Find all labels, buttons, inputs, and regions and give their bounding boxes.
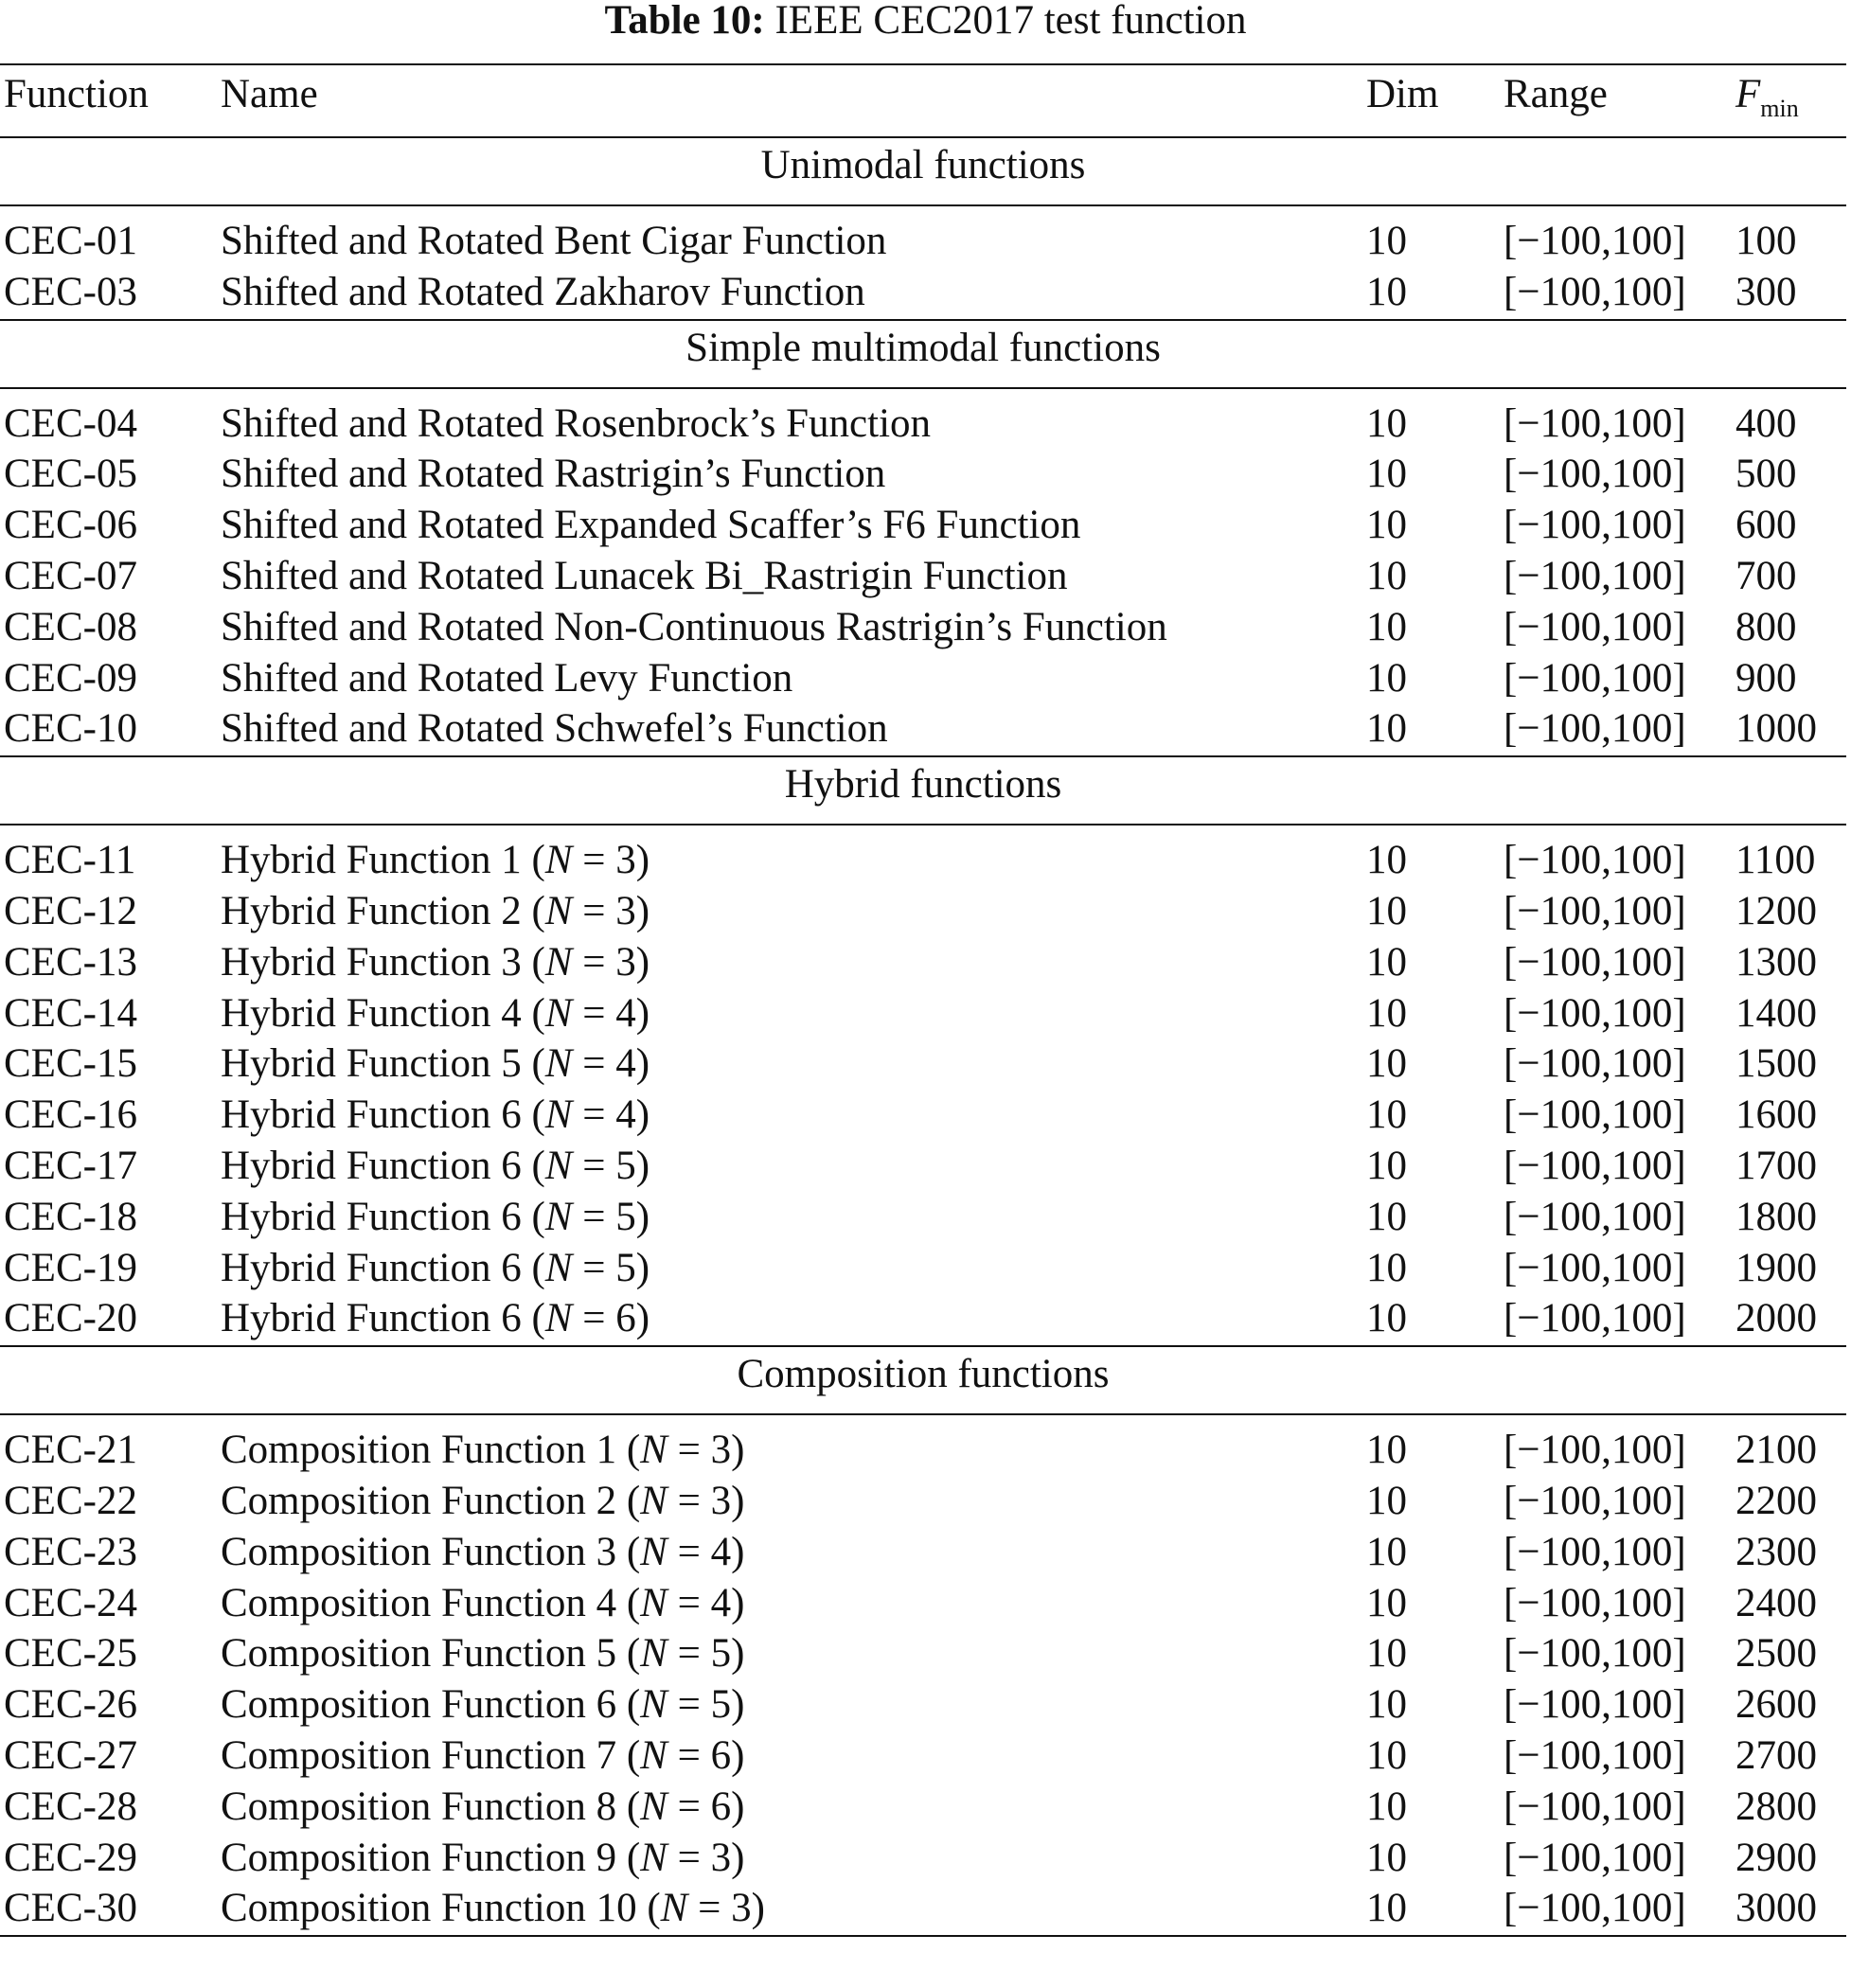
table-cell-name-prefix: Hybrid Function 6 ( — [221, 1144, 545, 1188]
table-cell-function: CEC-09 — [4, 655, 137, 701]
table-cell-range: [−100,100] — [1504, 1886, 1686, 1931]
table-cell-name-suffix: = 3) — [572, 939, 650, 985]
table-cell-name-suffix: = 4) — [572, 1092, 650, 1138]
table-cell-name — [221, 1883, 765, 1934]
table-cell-range: [−100,100] — [1504, 1784, 1686, 1829]
table-cell-fmin: 800 — [1735, 604, 1797, 649]
table-cell-name — [221, 1679, 744, 1731]
table-cell-range: [−100,100] — [1504, 990, 1686, 1036]
table-cell-range: [−100,100] — [1504, 1041, 1686, 1087]
table-cell-fmin: 1000 — [1735, 706, 1817, 752]
table-cell-dim: 10 — [1366, 889, 1407, 933]
table-cell-name-variable: N — [640, 1835, 667, 1880]
table-cell-dim: 10 — [1366, 219, 1407, 263]
table-cell-name-suffix: = 6) — [667, 1733, 745, 1778]
table-cell-name: Shifted and Rotated Lunacek Bi_Rastrigin Function — [221, 554, 1068, 598]
table-cell-name — [221, 835, 650, 886]
table-cell-name-suffix: = 4) — [667, 1529, 745, 1574]
table-cell-name — [221, 1527, 744, 1578]
table-cell-name: Shifted and Rotated Levy Function — [221, 655, 793, 701]
table-cell-dim: 10 — [1366, 269, 1407, 314]
table-cell-fmin: 1200 — [1735, 889, 1817, 933]
header-function: Function — [4, 72, 149, 116]
section-title: Simple multimodal functions — [685, 325, 1161, 370]
table-cell-fmin: 2800 — [1735, 1784, 1817, 1829]
table-cell-name-variable: N — [544, 990, 573, 1036]
table-cell-name-suffix: = 4) — [667, 1580, 745, 1625]
section-title-rule — [0, 1413, 1846, 1415]
header-fmin-main: F — [1735, 72, 1761, 116]
table-cell-name-suffix: = 5) — [572, 1194, 650, 1239]
table-cell-name-variable: N — [660, 1886, 688, 1931]
table-cell-name-prefix: Hybrid Function 6 ( — [221, 1296, 545, 1341]
table-cell-function: CEC-20 — [4, 1296, 137, 1341]
table-cell-name-prefix: Composition Function 8 ( — [221, 1784, 641, 1829]
table-cell-name: Shifted and Rotated Non-Continuous Rastrigin’s Function — [221, 604, 1167, 649]
table-cell-name — [221, 1782, 744, 1833]
table-cell-name-variable: N — [640, 1733, 667, 1778]
table-cell-range: [−100,100] — [1504, 1682, 1686, 1728]
table-cell-dim: 10 — [1366, 503, 1407, 548]
table-cell-dim: 10 — [1366, 1631, 1407, 1677]
table-cell-name-variable: N — [544, 889, 573, 933]
table-cell-range: [−100,100] — [1504, 554, 1686, 598]
table-cell-name-prefix: Hybrid Function 6 ( — [221, 1194, 545, 1239]
header-range: Range — [1504, 72, 1608, 116]
table-cell-function: CEC-15 — [4, 1041, 137, 1087]
section-title: Unimodal functions — [760, 143, 1086, 187]
table-cell-name-suffix: = 3) — [667, 1835, 745, 1880]
table-cell-range: [−100,100] — [1504, 269, 1686, 314]
table-cell-dim: 10 — [1366, 400, 1407, 446]
table-cell-name-suffix: = 5) — [572, 1245, 650, 1290]
table-cell-name-suffix: = 5) — [667, 1682, 745, 1728]
table-cell-name-suffix: = 3) — [572, 889, 650, 933]
table-cell-function: CEC-12 — [4, 889, 137, 933]
header-name: Name — [221, 72, 318, 116]
table-cell-fmin: 1400 — [1735, 990, 1817, 1036]
table-cell-fmin: 100 — [1735, 219, 1797, 263]
table-cell-name-prefix: Composition Function 9 ( — [221, 1835, 641, 1880]
table-cell-fmin: 1700 — [1735, 1144, 1817, 1188]
header-fmin-sub: min — [1760, 95, 1799, 122]
table-bottom-rule — [0, 1935, 1846, 1937]
table-cell-fmin: 600 — [1735, 503, 1797, 548]
table-cell-range: [−100,100] — [1504, 1580, 1686, 1625]
table-cell-dim: 10 — [1366, 1784, 1407, 1829]
header-dim: Dim — [1366, 72, 1439, 116]
table-cell-function: CEC-28 — [4, 1784, 137, 1829]
table-cell-name — [221, 1038, 650, 1090]
table-cell-fmin: 3000 — [1735, 1886, 1817, 1931]
table-cell-function: CEC-19 — [4, 1245, 137, 1290]
table-cell-range: [−100,100] — [1504, 1144, 1686, 1188]
table-cell-name-suffix: = 3) — [667, 1479, 745, 1523]
table-cell-function: CEC-10 — [4, 706, 137, 752]
table-cell-name: Shifted and Rotated Schwefel’s Function — [221, 706, 888, 752]
table-cell-fmin: 2900 — [1735, 1835, 1817, 1880]
table-cell-dim: 10 — [1366, 838, 1407, 883]
table-cell-dim: 10 — [1366, 990, 1407, 1036]
table-cell-dim: 10 — [1366, 706, 1407, 752]
table-cell-fmin: 1600 — [1735, 1092, 1817, 1138]
table-cell-fmin: 400 — [1735, 400, 1797, 446]
table-cell-name-prefix: Composition Function 10 ( — [221, 1886, 661, 1931]
table-cell-dim: 10 — [1366, 1245, 1407, 1290]
table-cell-range: [−100,100] — [1504, 604, 1686, 649]
table-cell-name-variable: N — [640, 1784, 667, 1829]
table-cell-name-variable: N — [640, 1529, 667, 1574]
section-end-rule — [0, 1345, 1846, 1347]
table-cell-name — [221, 1090, 650, 1141]
table-cell-dim: 10 — [1366, 655, 1407, 701]
table-cell-name-variable: N — [544, 1296, 573, 1341]
table-cell-function: CEC-22 — [4, 1479, 137, 1523]
table-cell-name-prefix: Composition Function 1 ( — [221, 1428, 641, 1473]
table-cell-function: CEC-03 — [4, 269, 137, 314]
table-cell-fmin: 2200 — [1735, 1479, 1817, 1523]
section-end-rule — [0, 755, 1846, 757]
table-cell-fmin: 700 — [1735, 554, 1797, 598]
table-cell-range: [−100,100] — [1504, 1296, 1686, 1341]
table-cell-range: [−100,100] — [1504, 219, 1686, 263]
table-caption-text: IEEE CEC2017 test function — [774, 0, 1247, 43]
table-cell-function: CEC-16 — [4, 1092, 137, 1138]
table-cell-range: [−100,100] — [1504, 452, 1686, 497]
section-title-rule — [0, 204, 1846, 206]
table-cell-range: [−100,100] — [1504, 503, 1686, 548]
table-cell-name-variable: N — [640, 1682, 667, 1728]
table-cell-range: [−100,100] — [1504, 889, 1686, 933]
table-cell-name — [221, 937, 650, 988]
table-cell-fmin: 1800 — [1735, 1194, 1817, 1239]
table-cell-name-suffix: = 3) — [572, 838, 650, 883]
table-cell-name-prefix: Composition Function 7 ( — [221, 1733, 641, 1778]
table-cell-range: [−100,100] — [1504, 1245, 1686, 1290]
table-cell-name-suffix: = 6) — [667, 1784, 745, 1829]
table-cell-name-variable: N — [640, 1580, 667, 1625]
table-cell-dim: 10 — [1366, 1144, 1407, 1188]
table-cell-dim: 10 — [1366, 1835, 1407, 1880]
table-cell-function: CEC-26 — [4, 1682, 137, 1728]
table-cell-name — [221, 988, 650, 1039]
table-cell-fmin: 1300 — [1735, 939, 1817, 985]
table-cell-range: [−100,100] — [1504, 1733, 1686, 1778]
table-cell-function: CEC-07 — [4, 554, 137, 598]
table-cell-name-variable: N — [544, 1041, 573, 1087]
table-cell-name: Shifted and Rotated Bent Cigar Function — [221, 219, 887, 263]
table-cell-range: [−100,100] — [1504, 400, 1686, 446]
table-cell-name-prefix: Hybrid Function 6 ( — [221, 1092, 545, 1138]
table-cell-fmin: 500 — [1735, 452, 1797, 497]
table-cell-fmin: 300 — [1735, 269, 1797, 314]
table-cell-function: CEC-23 — [4, 1529, 137, 1574]
table-cell-name-variable: N — [640, 1479, 667, 1523]
section-title-rule — [0, 824, 1846, 825]
table-cell-function: CEC-30 — [4, 1886, 137, 1931]
table-cell-name — [221, 1141, 650, 1192]
table-cell-name — [221, 886, 650, 937]
table-cell-name-prefix: Hybrid Function 1 ( — [221, 838, 545, 883]
table-cell-name-variable: N — [544, 1245, 573, 1290]
table-cell-name-prefix: Composition Function 4 ( — [221, 1580, 641, 1625]
table-cell-name-suffix: = 5) — [667, 1631, 745, 1677]
table-cell-name: Shifted and Rotated Rosenbrock’s Function — [221, 400, 932, 446]
table-cell-name-variable: N — [544, 939, 573, 985]
table-cell-dim: 10 — [1366, 1194, 1407, 1239]
table-cell-range: [−100,100] — [1504, 838, 1686, 883]
table-cell-fmin: 2400 — [1735, 1580, 1817, 1625]
table-cell-dim: 10 — [1366, 1886, 1407, 1931]
table-cell-dim: 10 — [1366, 1529, 1407, 1574]
table-cell-function: CEC-04 — [4, 400, 137, 446]
table-cell-name-prefix: Hybrid Function 4 ( — [221, 990, 545, 1036]
table-cell-name: Shifted and Rotated Zakharov Function — [221, 269, 865, 314]
table-cell-name-prefix: Composition Function 2 ( — [221, 1479, 641, 1523]
table-cell-function: CEC-25 — [4, 1631, 137, 1677]
table-cell-function: CEC-24 — [4, 1580, 137, 1625]
table-cell-range: [−100,100] — [1504, 1428, 1686, 1473]
table-caption — [0, 0, 1851, 45]
table-cell-range: [−100,100] — [1504, 655, 1686, 701]
table-cell-name-suffix: = 4) — [572, 1041, 650, 1087]
table-cell-fmin: 1100 — [1735, 838, 1816, 883]
table-cell-name — [221, 1578, 744, 1629]
table-cell-range: [−100,100] — [1504, 1194, 1686, 1239]
table-cell-dim: 10 — [1366, 1682, 1407, 1728]
table-cell-name: Shifted and Rotated Expanded Scaffer’s F6 Function — [221, 503, 1081, 548]
table-cell-name — [221, 1192, 650, 1243]
table-cell-function: CEC-11 — [4, 838, 136, 883]
table-cell-fmin: 1900 — [1735, 1245, 1817, 1290]
section-title: Hybrid functions — [784, 762, 1062, 808]
header-bottom-rule — [0, 136, 1846, 138]
table-cell-dim: 10 — [1366, 452, 1407, 497]
table-cell-fmin: 2000 — [1735, 1296, 1817, 1341]
table-cell-name — [221, 1476, 744, 1527]
table-cell-dim: 10 — [1366, 1479, 1407, 1523]
table-cell-name-prefix: Composition Function 5 ( — [221, 1631, 641, 1677]
table-cell-function: CEC-27 — [4, 1733, 137, 1778]
table-cell-fmin: 2100 — [1735, 1428, 1817, 1473]
table-cell-name-prefix: Hybrid Function 2 ( — [221, 889, 545, 933]
table-top-rule — [0, 63, 1846, 65]
table-cell-function: CEC-21 — [4, 1428, 137, 1473]
table-cell-name — [221, 1628, 744, 1679]
table-cell-name-variable: N — [544, 1194, 573, 1239]
table-cell-name-variable: N — [640, 1631, 667, 1677]
table-cell-name: Shifted and Rotated Rastrigin’s Function — [221, 452, 886, 497]
table-cell-dim: 10 — [1366, 1580, 1407, 1625]
table-cell-function: CEC-14 — [4, 990, 137, 1036]
table-cell-fmin: 2300 — [1735, 1529, 1817, 1574]
table-cell-name-prefix: Composition Function 6 ( — [221, 1682, 641, 1728]
section-title: Composition functions — [737, 1352, 1110, 1397]
table-cell-name-suffix: = 4) — [572, 990, 650, 1036]
table-cell-range: [−100,100] — [1504, 1092, 1686, 1138]
table-cell-name-variable: N — [544, 1144, 573, 1188]
table-cell-name-prefix: Hybrid Function 6 ( — [221, 1245, 545, 1290]
table-cell-dim: 10 — [1366, 554, 1407, 598]
table-cell-name-suffix: = 6) — [572, 1296, 650, 1341]
table-cell-dim: 10 — [1366, 1733, 1407, 1778]
table-cell-dim: 10 — [1366, 604, 1407, 649]
table-cell-dim: 10 — [1366, 1296, 1407, 1341]
table-cell-name-variable: N — [544, 1092, 573, 1138]
table-caption-label: Table 10: — [604, 0, 765, 43]
table-cell-name — [221, 1833, 744, 1884]
table-cell-fmin: 2700 — [1735, 1733, 1817, 1778]
table-cell-function: CEC-13 — [4, 939, 137, 985]
table-cell-function: CEC-17 — [4, 1144, 137, 1188]
table-cell-range: [−100,100] — [1504, 1529, 1686, 1574]
table-cell-function: CEC-08 — [4, 604, 137, 649]
section-end-rule — [0, 319, 1846, 321]
table-cell-fmin: 2500 — [1735, 1631, 1817, 1677]
table-cell-function: CEC-05 — [4, 452, 137, 497]
table-cell-name — [221, 1731, 744, 1782]
table-cell-dim: 10 — [1366, 939, 1407, 985]
table-cell-name-suffix: = 5) — [572, 1144, 650, 1188]
table-cell-range: [−100,100] — [1504, 1631, 1686, 1677]
table-cell-fmin: 2600 — [1735, 1682, 1817, 1728]
table-cell-name-prefix: Hybrid Function 5 ( — [221, 1041, 545, 1087]
table-cell-name-prefix: Composition Function 3 ( — [221, 1529, 641, 1574]
table-cell-name — [221, 1293, 650, 1344]
section-title-rule — [0, 387, 1846, 389]
table-cell-name-variable: N — [640, 1428, 667, 1473]
table-cell-dim: 10 — [1366, 1092, 1407, 1138]
table-cell-function: CEC-18 — [4, 1194, 137, 1239]
table-cell-name — [221, 1425, 744, 1476]
table-cell-dim: 10 — [1366, 1428, 1407, 1473]
table-cell-dim: 10 — [1366, 1041, 1407, 1087]
table-cell-fmin: 900 — [1735, 655, 1797, 701]
header-fmin — [1735, 69, 1799, 120]
table-cell-function: CEC-06 — [4, 503, 137, 548]
table-cell-range: [−100,100] — [1504, 1835, 1686, 1880]
table-cell-name-prefix: Hybrid Function 3 ( — [221, 939, 545, 985]
table-cell-range: [−100,100] — [1504, 1479, 1686, 1523]
table-cell-function: CEC-29 — [4, 1835, 137, 1880]
table-cell-name — [221, 1243, 650, 1294]
table-cell-name-suffix: = 3) — [667, 1428, 745, 1473]
table-cell-range: [−100,100] — [1504, 706, 1686, 752]
table-cell-range: [−100,100] — [1504, 939, 1686, 985]
table-cell-function: CEC-01 — [4, 219, 137, 263]
table-cell-name-suffix: = 3) — [687, 1886, 765, 1931]
table-cell-fmin: 1500 — [1735, 1041, 1817, 1087]
table-cell-name-variable: N — [544, 838, 573, 883]
